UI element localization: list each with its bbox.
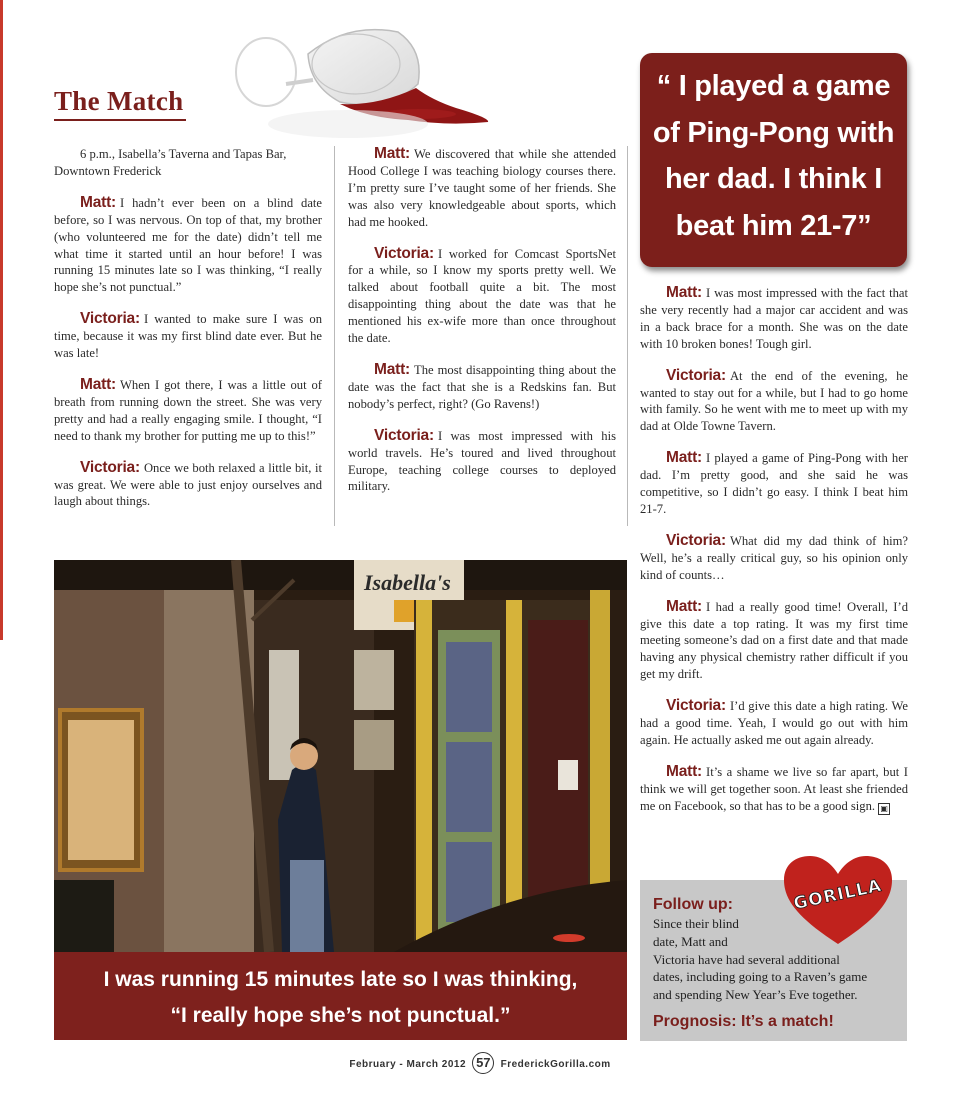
pull-quote bbox=[640, 53, 907, 267]
quote-text: I worked for Comcast SportsNet for a while, so I know my sports pretty well. We talked about football quite a bit. The most disappointing thing about the date was that he mentioned his ex-wife more than once throughout the date. bbox=[348, 246, 616, 346]
follow-up-line: dates, including going to a Raven’s game bbox=[653, 969, 868, 985]
heart-logo-text: GORILLA bbox=[791, 875, 884, 915]
quote-paragraph bbox=[54, 195, 322, 296]
quote-text: Once we both relaxed a little bit, it was great. We were able to just enjoy ourselves and laugh about things. bbox=[54, 460, 322, 509]
quote-paragraph bbox=[348, 246, 616, 347]
footer-site: FrederickGorilla.com bbox=[500, 1059, 611, 1070]
follow-up-line: Since their blind bbox=[653, 916, 739, 931]
photo-caption bbox=[54, 952, 627, 1040]
column-1 bbox=[54, 146, 322, 525]
quote-text: At the end of the evening, he wanted to stay out for a while, but I had to go home with family. So he went with me to meet up with my dad at Olde Towne Tavern. bbox=[640, 368, 908, 434]
intro-dateline: 6 p.m., Isabella’s Taverna and Tapas Bar, Downtown Frederick bbox=[54, 147, 287, 178]
speaker-label: Matt: bbox=[666, 762, 703, 780]
quote-text: It’s a shame we live so far apart, but I think we will get together soon. At least she friended me on Facebook, so that has to be a good sign. bbox=[640, 764, 908, 813]
quote-paragraph bbox=[640, 764, 908, 815]
prognosis-text: Prognosis: It’s a match! bbox=[653, 1012, 834, 1030]
quote-text: I played a game of Ping-Pong with her dad. I’m pretty good, and she said he was competitive, so I didn’t go easy. I think I beat him 21-7. bbox=[640, 451, 908, 516]
speaker-label: Victoria: bbox=[80, 458, 140, 476]
speaker-label: Matt: bbox=[666, 449, 703, 467]
quote-text: We discovered that while she attended Hood College I was teaching biology courses there. I’m pretty sure I’ve taught some of her friends. She was also very knowledgeable about sports, which had me hooked. bbox=[348, 147, 616, 229]
speaker-label: Matt: bbox=[666, 284, 703, 301]
quote-text: I’d give this date a high rating. We had a good time. Yeah, I would go out with him again. He actually asked me out again already. bbox=[640, 699, 908, 747]
speaker-label: Victoria: bbox=[666, 697, 726, 715]
quote-text: I had a really good time! Overall, I’d give this date a top rating. It was my first time meeting someone’s dad on a first date and that made having any physical chemistry rather difficult if you get my drift. bbox=[640, 599, 908, 682]
page-footer bbox=[0, 1052, 960, 1074]
follow-up-title: Follow up: bbox=[653, 896, 733, 913]
quote-paragraph bbox=[54, 460, 322, 511]
column-divider bbox=[334, 146, 335, 526]
pull-quote-line: “ I played a game bbox=[656, 70, 891, 102]
wine-glass-illustration bbox=[228, 14, 498, 144]
speaker-label: Victoria: bbox=[374, 244, 434, 262]
quote-text: When I got there, I was a little out of breath from running down the street. She was very pretty and had a really engaging smile. I thought, “I need to thank my brother for putting me up to this!” bbox=[54, 377, 322, 443]
quote-paragraph bbox=[348, 146, 616, 231]
speaker-label: Matt: bbox=[80, 375, 117, 393]
quote-paragraph bbox=[640, 698, 908, 749]
speaker-label: Victoria: bbox=[374, 426, 434, 444]
caption-line: “I really hope she’s not punctual.” bbox=[170, 1004, 511, 1027]
speaker-label: Matt: bbox=[374, 360, 411, 378]
column-3 bbox=[640, 285, 908, 830]
speaker-label: Victoria: bbox=[666, 531, 726, 549]
quote-paragraph bbox=[54, 311, 322, 362]
footer-issue: February - March 2012 bbox=[349, 1059, 467, 1070]
follow-up-line: and spending New Year’s Eve together. bbox=[653, 987, 858, 1003]
quote-paragraph bbox=[640, 285, 908, 353]
title-underline bbox=[54, 119, 186, 121]
quote-paragraph bbox=[640, 533, 908, 584]
quote-text: I hadn’t ever been on a blind date before, so I was nervous. On top of that, my brother (who volunteered me for the date) didn’t tell me what time it started until an hour before! I was running 15 minutes late so I was thinking, “I really hope she’s not punctual.” bbox=[54, 195, 322, 295]
restaurant-photo bbox=[54, 560, 627, 952]
pull-quote-line: beat him 21-7” bbox=[675, 209, 872, 242]
pull-quote-line: of Ping-Pong with bbox=[652, 116, 895, 149]
speaker-label: Matt: bbox=[374, 145, 411, 162]
follow-up-line: Victoria have had several additional bbox=[653, 951, 840, 967]
quote-text: I wanted to make sure I was on time, because it was my first blind date ever. But he was late! bbox=[54, 312, 322, 361]
quote-text: I was most impressed with the fact that she very recently had a major car accident and was in a back brace for a month. She was on the date with 10 broken bones! Tough girl. bbox=[640, 286, 908, 351]
page-edge-stripe bbox=[0, 0, 3, 640]
speaker-label: Matt: bbox=[666, 597, 703, 615]
pull-quote-line: her dad. I think I bbox=[665, 163, 882, 195]
follow-up-line: date, Matt and bbox=[653, 933, 728, 949]
quote-paragraph bbox=[640, 368, 908, 436]
quote-text: What did my dad think of him? Well, he’s a really critical guy, so his opinion only kind of counts… bbox=[640, 533, 908, 582]
sign-text: Isabella's bbox=[364, 570, 451, 595]
page-number: 57 bbox=[472, 1052, 494, 1074]
quote-text: I was most impressed with his world travels. He’s toured and lived throughout Europe, teaching college courses to deployed military. bbox=[348, 428, 616, 494]
article-title: The Match bbox=[54, 86, 184, 116]
caption-line: I was running 15 minutes late so I was thinking, bbox=[103, 968, 578, 991]
end-mark-icon: ▣ bbox=[878, 803, 890, 815]
speaker-label: Matt: bbox=[80, 193, 117, 211]
gorilla-heart-logo bbox=[778, 852, 898, 947]
speaker-label: Victoria: bbox=[80, 310, 140, 328]
quote-paragraph bbox=[54, 377, 322, 445]
quote-paragraph bbox=[640, 599, 908, 684]
restaurant-scene-image bbox=[54, 560, 627, 952]
quote-paragraph bbox=[348, 428, 616, 496]
column-2 bbox=[348, 146, 616, 510]
speaker-label: Victoria: bbox=[666, 366, 726, 384]
quote-paragraph bbox=[348, 362, 616, 413]
quote-text: The most disappointing thing about the date was the fact that she is a Redskins fan. But nobody’s perfect, right? (Go Ravens!) bbox=[348, 362, 616, 411]
quote-paragraph bbox=[640, 450, 908, 518]
column-divider bbox=[627, 146, 628, 526]
